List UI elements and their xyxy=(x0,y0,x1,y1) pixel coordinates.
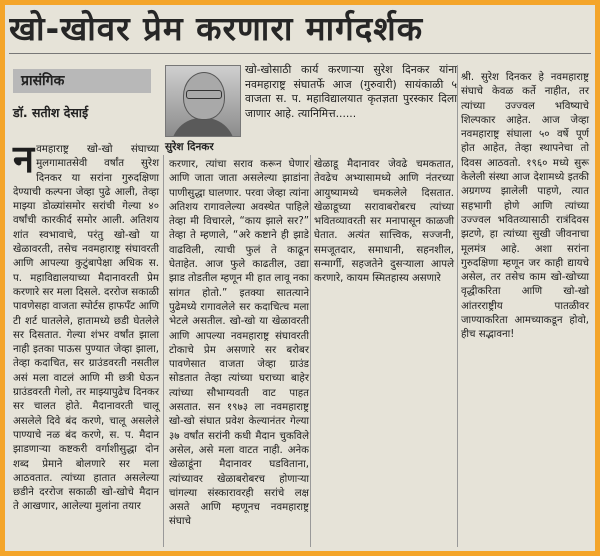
column-divider xyxy=(310,155,311,547)
drop-cap: न xyxy=(13,137,35,181)
photo-caption: सुरेश दिनकर xyxy=(165,141,214,153)
article-column-1 xyxy=(13,137,159,515)
article-column-2: करणार, त्यांचा सराव करून घेणार आणि जाता जाता असलेल्या झाडांना पाणीसुद्धा घालणार. परवा जेव्हा त्यांना अतिशय रागावलेल्या अवस्थेत पाहिले तेव्हा मी विचारले, “काय झाले सर?” तेव्हा ते म्हणाले, “अरे कष्टाने ही झाडे वाढविली, त्याची फुलं ते काढून घेताहेत. आज फुले काढतील, उद्या झाड तोडतील म्हणून मी हात लावू नका सांगत होतो.” इतक्या सातत्याने पुढेमध्ये रागावलेले सर कदाचित्च मला भेटले असतील. खो-खो या खेळावरती आणि आपल्या नवमहाराष्ट्र संघावरती टोकाचे प्रेम असणारे सर बरोबर पावणेसात वाजता जेव्हा ग्राउंड सोडतात तेव्हा त्यांच्या घराच्या बाहेर त्यांच्या सौभाग्यवती वाट पाहत असतात. सन १९७३ ला नवमहाराष्ट्र खो-खो संघात प्रवेश केल्यानंतर गेल्या ३७ वर्षांत सरांनी कधी मैदान चुकविले असेल, असे मला वाटत नाही. अनेक खेळाडूंना मैदानावर घडविताना, त्यांच्यावर खेळाबरोबरच होणाऱ्या चांगल्या संस्कारावरही सरांचे लक्ष असते आणि म्हणूनच नवमहाराष्ट्र संघाचे xyxy=(169,159,309,528)
article-column-4: श्री. सुरेश दिनकर हे नवमहाराष्ट्र संघाचे केवळ कर्ते नाहीत, तर त्यांच्या उज्ज्वल भविष्याचे शिल्पकार आहेत. आज जेव्हा नवमहाराष्ट्र संघाला ५० वर्षे पूर्ण होत आहेत, तेव्हा स्थापनेचा तो दिवस आठवतो. १९६० मध्ये सुरू केलेली संस्था आज देशामध्ये इतकी अग्रगण्य झालेली पाहणे, त्यात सहभागी होणे आणि त्यांच्या उज्ज्वल भवितव्यासाठी रात्रंदिवस झटणे, हा त्यांच्या सुखी जीवनाचा मूलमंत्र आहे. अशा सरांना गुरुदक्षिणा म्हणून जर काही द्यायचे असेल, तर तसेच काम खो-खोच्या वृद्धीकरिता आणि खो-खो आंतरराष्ट्रीय पातळीवर जाण्याकरिता आमच्याकडून होवो, हीच सद्भावना! xyxy=(461,72,589,341)
headline-rule xyxy=(9,53,591,54)
author-byline: डॉ. सतीश देसाई xyxy=(13,105,89,120)
article-column-3: खेळाडू मैदानावर जेवढे चमकतात, तेवढेच अभ्यासामध्ये आणि नंतरच्या आयुष्यामध्ये चमकलेले दिसतात. खेळाडूच्या सरावाबरोबरच त्यांच्या भवितव्यावरती सर मनापासून काळजी घेतात. अत्यंत सात्त्विक, सज्जनी, समजूतदार, समाधानी, सहनशील, सन्मार्गी, सहजतेने दुसऱ्याला आपले करणारे, कायम स्मितहास्य असणारे xyxy=(314,159,454,285)
column-divider xyxy=(457,65,458,547)
newspaper-clipping xyxy=(5,5,595,551)
section-label: प्रासंगिक xyxy=(13,69,151,93)
headline: खो-खोवर प्रेम करणारा मार्गदर्शक xyxy=(9,9,424,48)
column-1-text: वमहाराष्ट्र खो-खो संघाच्या मुलगामातसेवी वर्षांत सुरेश दिनकर या सरांना गुरुदक्षिणा देण्याची कल्पना जेव्हा पुढे आली, तेव्हा माझ्या डोळ्यांसमोर सरांची गेल्या ४० वर्षांची कारकीर्द समोर आली. अतिशय शांत स्वभावाचे, परंतु खो-खो या खेळावरती, तसेच नवमहाराष्ट्र संघावरती आणि आपल्या कुटुंबापेक्षा अधिक स. प. महाविद्यालयाच्या मैदानावरती प्रेम करणारे सर मला दिसले. दररोज सकाळी पावणेसहा वाजता स्पोर्टस हाफपँट आणि टी शर्ट घातलेले, हातामध्ये छडी घेतलेले सर दिसतात. गेल्या शंभर वर्षांत झाला नाही इतका पाऊस पुण्यात जेव्हा झाला, तेव्हा कदाचित, सर ग्राउंडवरती नसतील असं मला वाटलं आणि मी छत्री घेऊन ग्राउंडवरती गेलो, तर माझ्यापुढेच दिनकर सर चालत होते. मैदानावरती चालू असलेले दिवे बंद करणे, चालू असलेले पाण्याचे नळ बंद करणे, स. प. मैदान झाडणाऱ्या कष्टकरी वर्गाशीसुद्धा दोन शब्द प्रेमाने बोलणारे सर मला आठवतात. त्यांच्या हातात असलेल्या छडीने दररोज सकाळी खो-खोचे मैदान ते आखणार, आलेल्या मुलांना तयार xyxy=(13,144,159,513)
author-photo xyxy=(165,65,241,137)
intro-blurb: खो-खोसाठी कार्य करणाऱ्या सुरेश दिनकर यांना नवमहाराष्ट्र संघातर्फे आज (गुरुवारी) सायंकाळी ५ वाजता स. प. महाविद्यालयात कृतज्ञता पुरस्कार दिला जाणार आहे. त्यानिमित्त...... xyxy=(245,63,457,120)
column-divider xyxy=(163,155,164,547)
